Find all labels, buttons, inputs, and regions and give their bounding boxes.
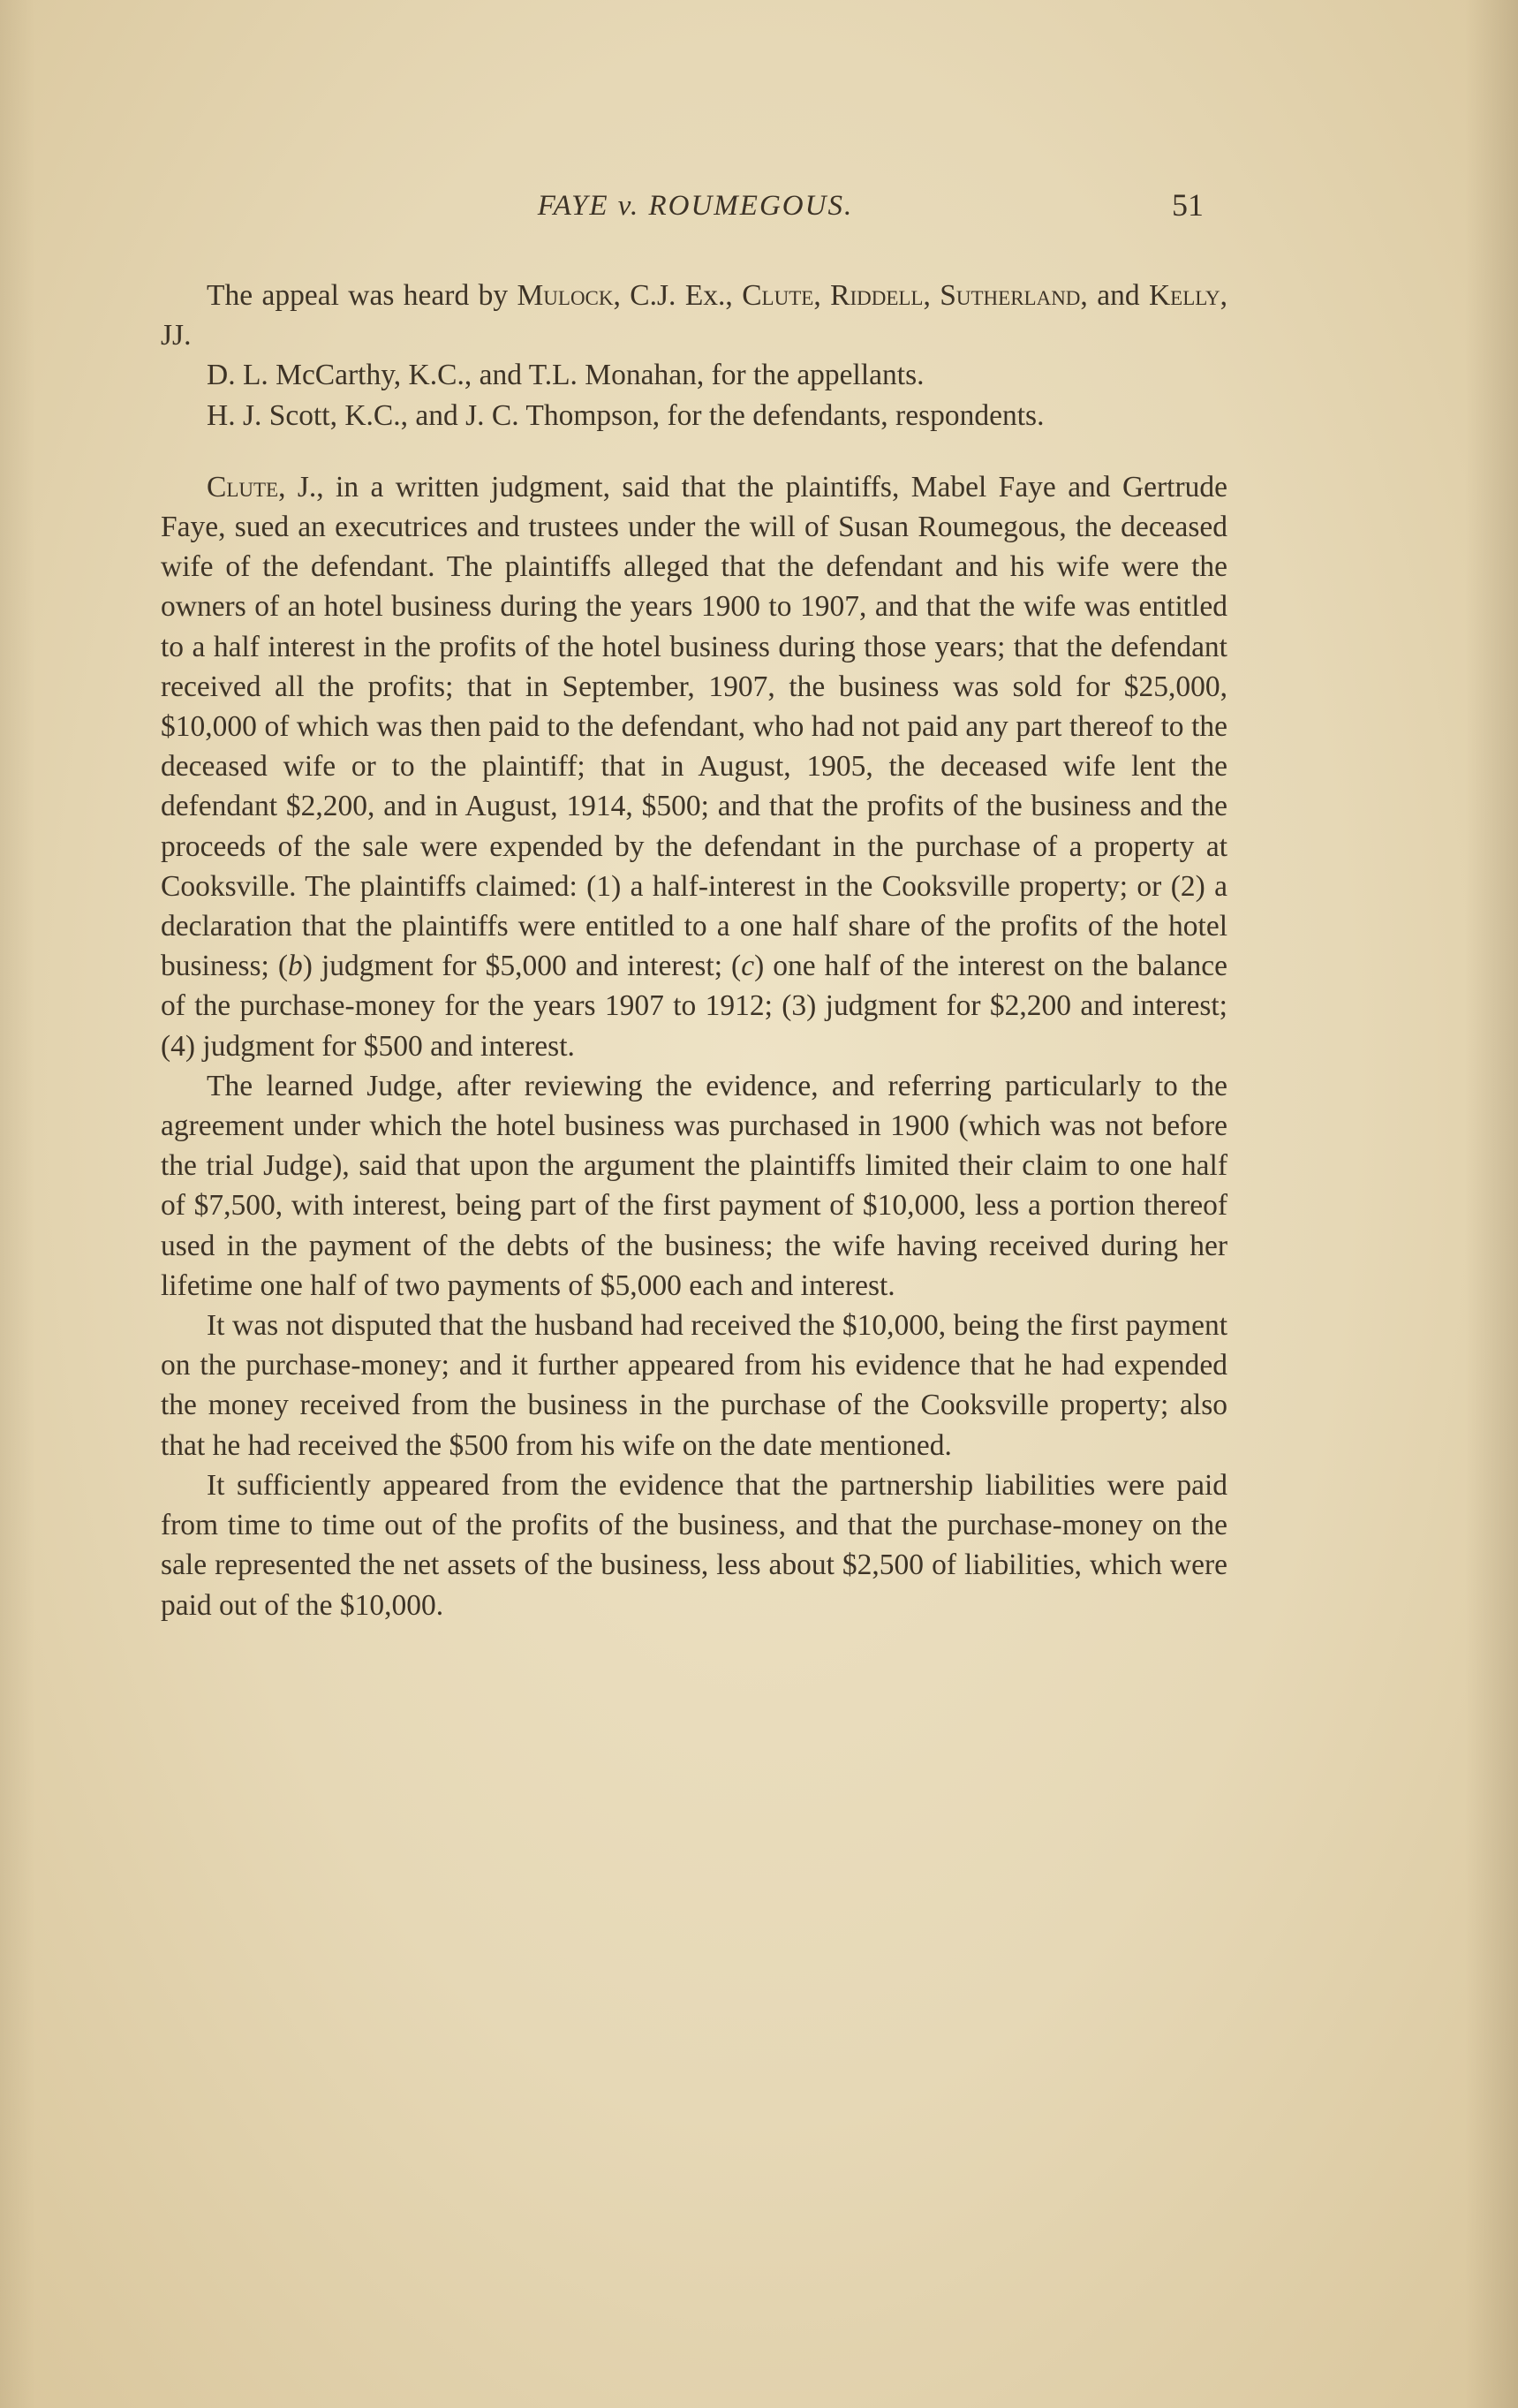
small-caps-name: Kelly (1148, 279, 1220, 312)
text-run: The learned Judge, after reviewing the evidence, and referring particularly to the agreement under which the hotel business was purchased in 1900 (which was not before the trial Judge), said that upon the argument the plaintiffs limited their claim to one half of $7,500, with interest, being part of the first payment of $10,000, less a portion thereof used in the payment of the debts of the business; the wife having received during her lifetime one half of two payments of $5,000 each and interest. (161, 1069, 1227, 1302)
italic-label: b (288, 950, 303, 983)
italic-label: c (741, 950, 755, 983)
small-caps-name: Clute (207, 470, 279, 504)
text-run: , (813, 279, 831, 312)
text-run: , (923, 279, 940, 312)
left-page-shadow (0, 0, 35, 2408)
text-run: It sufficiently appeared from the evidence that the partnership liabilities were paid from time to time out of the profits of the business, and that the purchase-money on the sale represented the net assets of the business, less about $2,500 of liabilities, which were paid out of the $10,000. (161, 1468, 1227, 1622)
paragraph (161, 355, 1227, 395)
body-text (161, 276, 1227, 1625)
running-head: FAYE v. ROUMEGOUS. (537, 190, 854, 222)
paragraph (161, 1066, 1227, 1306)
text-run: , C.J. Ex., (613, 279, 743, 312)
right-page-shadow (1465, 0, 1518, 2408)
paragraph (161, 276, 1227, 355)
paragraph (161, 396, 1227, 435)
text-run: , J., in a written judgment, said that the plaintiffs, Mabel Faye and Gertrude Faye, sued an executrices and trustees under the will of Susan Roumegous, the deceased wife of the defendant. The plaintiffs alleged that the defendant and his wife were the owners of an hotel business during the years 1900 to 1907, and that the wife was entitled to a half interest in the profits of the hotel business during those years; that the defendant received all the profits; that in September, 1907, the business was sold for $25,000, $10,000 of which was then paid to the defendant, who had not paid any part thereof to the deceased wife or to the plaintiff; that in August, 1905, the deceased wife lent the defendant $2,200, and in August, 1914, $500; and that the profits of the business and the proceeds of the sale were expended by the defendant in the purchase of a property at Cooksville. The plaintiffs claimed: (1) a half-interest in the Cooksville property; or (2) a declaration that the plaintiffs were entitled to a one half share of the profits of the hotel business; ( (161, 470, 1227, 983)
text-run: It was not disputed that the husband had received the $10,000, being the first payment on the purchase-money; and it further appeared from his evidence that he had expended the money received from the business in the purchase of the Cooksville property; also that he had received the $500 from his wife on the date mentioned. (161, 1309, 1227, 1462)
paragraph (161, 1306, 1227, 1465)
small-caps-name: Mulock (517, 279, 614, 312)
paragraph (161, 467, 1227, 1066)
page-header (159, 187, 1232, 234)
small-caps-name: Clute (742, 279, 814, 312)
text-run: ) one half of the interest on the balance of the purchase-money for the years 1907 to 1912; (3) judgment for $2,200 and interest; (4) judgment for $500 and interest. (161, 950, 1227, 1063)
page-number: 51 (1172, 187, 1204, 223)
small-caps-name: Riddell (830, 279, 924, 312)
text-run: H. J. Scott, K.C., and J. C. Thompson, for the defendants, respondents. (207, 398, 1045, 432)
text-run: The appeal was heard by (207, 279, 517, 312)
text-run: D. L. McCarthy, K.C., and T.L. Monahan, for the appellants. (207, 359, 925, 392)
text-run: ) judgment for $5,000 and interest; ( (302, 950, 742, 983)
paragraph (161, 1465, 1227, 1625)
text-run: , JJ. (161, 279, 1227, 352)
text-run: , and (1080, 279, 1149, 312)
small-caps-name: Sutherland (940, 279, 1081, 312)
